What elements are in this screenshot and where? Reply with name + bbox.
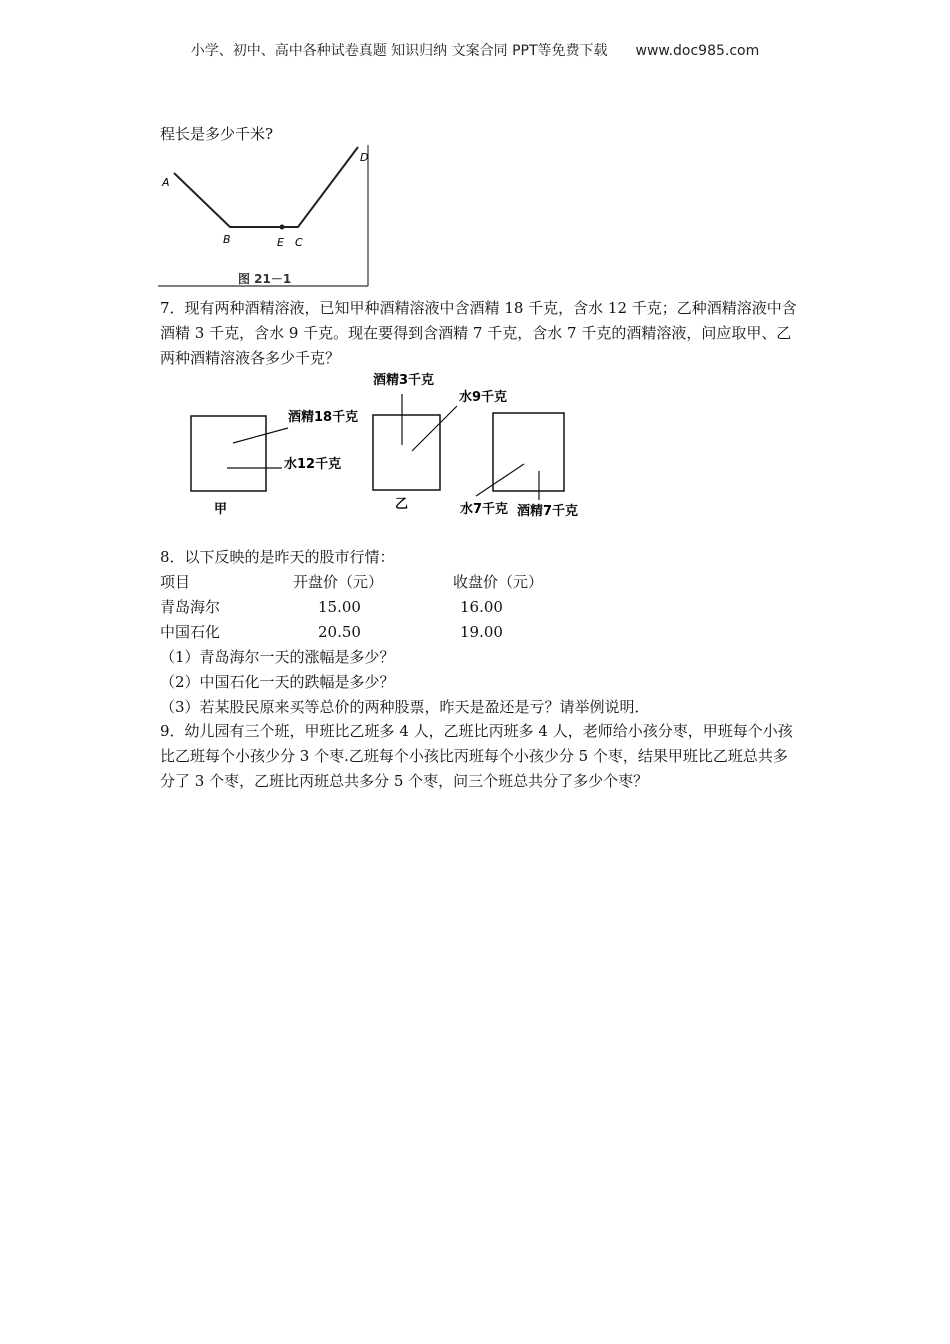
- question-6-tail: 程长是多少千米?: [160, 125, 274, 143]
- yi-alcohol-label: 酒精3千克: [373, 373, 435, 388]
- label-a: A: [162, 176, 170, 189]
- route-line: [174, 147, 358, 227]
- mixture-box: [493, 413, 564, 491]
- question-8-sub-2: （2）中国石化一天的跌幅是多少？: [160, 673, 395, 691]
- point-e: [280, 225, 285, 230]
- table-cell: 青岛海尔: [160, 598, 221, 616]
- label-c: C: [295, 236, 303, 249]
- jia-water-label: 水12千克: [284, 457, 342, 472]
- yi-label: 乙: [395, 497, 409, 512]
- page-header: [0, 40, 950, 60]
- label-b: B: [223, 233, 231, 246]
- mix-water-label: 水7千克: [460, 502, 509, 517]
- label-e: E: [277, 236, 284, 249]
- question-8-sub-3: （3）若某股民原来买等总价的两种股票，昨天是盈还是亏？请举例说明．: [160, 698, 650, 716]
- question-9: 9．幼儿园有三个班，甲班比乙班多 4 人，乙班比丙班多 4 人，老师给小孩分枣，甲班每个小孩比乙班每个小孩少分 3 个枣.乙班每个小孩比丙班每个小孩少分 5 个枣，结果甲班比乙班总共多分了 3 个枣，乙班比丙班总共多分 5 个枣，问三个班总共分了多少个枣？: [160, 722, 793, 790]
- table-cell: 15.00: [318, 598, 361, 616]
- figure-21-1: [158, 143, 374, 289]
- question-7: 7．现有两种酒精溶液，已知甲种酒精溶液中含酒精 18 千克，含水 12 千克；乙种酒精溶液中含酒精 3 千克，含水 9 千克。现在要得到含酒精 7 千克，含水 7 千克的酒精溶液，问应取甲、乙两种酒精溶液各多少千克？: [160, 299, 797, 367]
- yi-box: [373, 415, 440, 490]
- table-header-open: 开盘价（元）: [293, 573, 384, 591]
- header-text: 小学、初中、高中各种试卷真题 知识归纳 文案合同 PPT等免费下载: [190, 43, 608, 59]
- jia-alcohol-label: 酒精18千克: [288, 410, 359, 425]
- table-header-item: 项目: [160, 573, 191, 591]
- label-d: D: [360, 151, 369, 164]
- table-header-close: 收盘价（元）: [453, 573, 544, 591]
- alcohol-solution-figure: [180, 368, 600, 524]
- header-site: www.doc985.com: [635, 43, 760, 59]
- question-8-intro: 8．以下反映的是昨天的股市行情：: [160, 548, 395, 566]
- yi-water-label: 水9千克: [459, 390, 508, 405]
- table-cell: 中国石化: [160, 623, 221, 641]
- table-cell: 16.00: [460, 598, 503, 616]
- jia-box: [191, 416, 266, 491]
- mix-alcohol-label: 酒精7千克: [517, 504, 579, 519]
- table-cell: 19.00: [460, 623, 503, 641]
- yi-water-leader: [412, 406, 457, 451]
- question-8-sub-1: （1）青岛海尔一天的涨幅是多少？: [160, 648, 395, 666]
- table-cell: 20.50: [318, 623, 361, 641]
- jia-alcohol-leader: [233, 428, 288, 443]
- jia-label: 甲: [214, 502, 228, 517]
- figure-caption: 图 21－1: [238, 272, 292, 286]
